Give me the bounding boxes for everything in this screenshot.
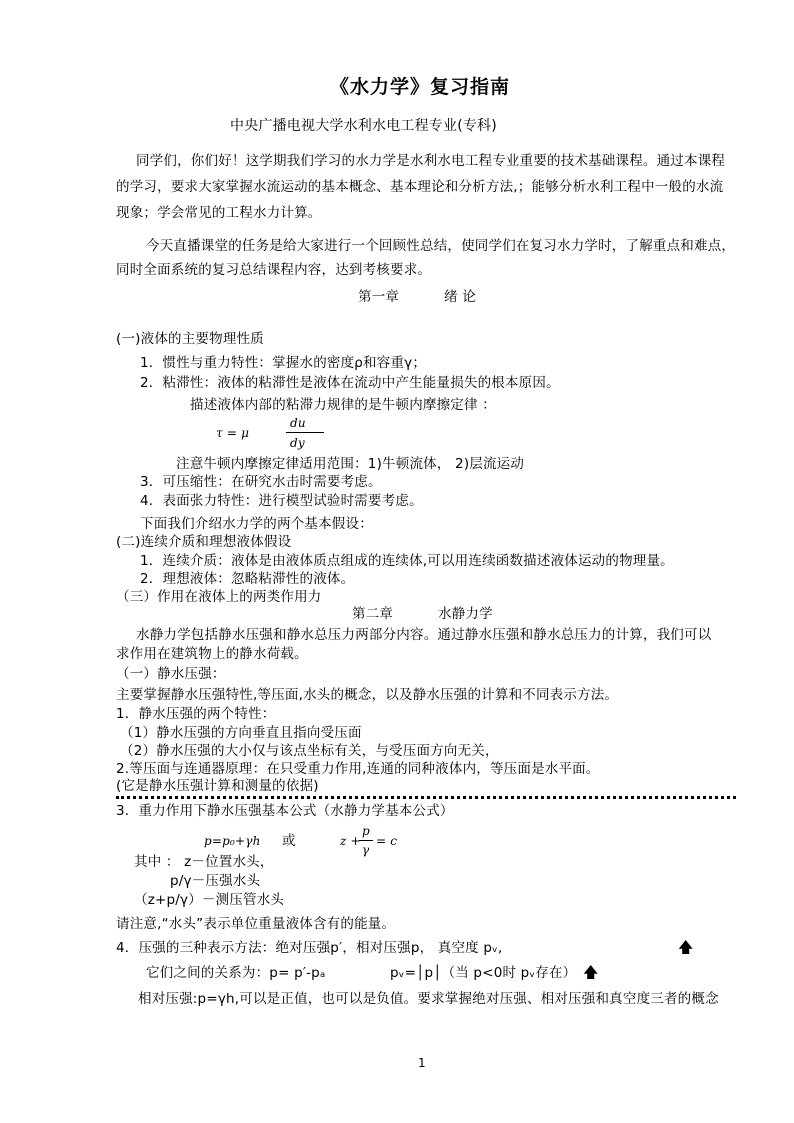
- chapter-2-title: 水静力学: [438, 606, 493, 622]
- intro-line: 同时全面系统的复习总结课程内容，达到考核要求。: [116, 262, 432, 278]
- intro-line: 同学们，你们好！这学期我们学习的水力学是水利水电工程专业重要的技术基础课程。通过本课程: [136, 153, 726, 169]
- list-item: （2）静水压强的大小仅与该点坐标有关，与受压面方向无关，: [120, 743, 499, 759]
- intro-line: 今天直播课堂的任务是给大家进行一个回顾性总结，使同学们在复习水力学时，了解重点和难点，: [146, 238, 736, 254]
- section-heading: (一)液体的主要物理性质: [116, 331, 264, 347]
- intro-line: 的学习，要求大家掌握水流运动的基本概念、基本理论和分析方法,；能够分析水利工程中一般的水流: [116, 179, 724, 195]
- list-item: 3．重力作用下静水压强基本公式（水静力学基本公式）: [116, 803, 454, 819]
- definition-line: p/γ－压强水头: [170, 873, 261, 889]
- formula-head-numerator: p: [362, 824, 370, 838]
- subtitle: 中央广播电视大学水利水电工程专业(专科): [230, 118, 497, 134]
- arrow-up-icon: 🡅: [678, 938, 694, 956]
- list-item: 1．静水压强的两个特性：: [116, 706, 276, 722]
- chapter-1-title: 绪 论: [444, 289, 476, 305]
- paragraph-line: 主要掌握静水压强特性,等压面,水头的概念，以及静水压强的计算和不同表示方法。: [116, 687, 619, 703]
- note-line: 请注意,“水头”表示单位重量液体含有的能量。: [116, 916, 396, 932]
- chapter-2-number: 第二章: [352, 606, 394, 622]
- intro-line: 现象；学会常见的工程水力计算。: [116, 205, 322, 221]
- list-item: 1．惯性与重力特性：掌握水的密度ρ和容重γ；: [140, 355, 427, 371]
- formula-head-denominator: γ: [362, 843, 370, 857]
- paragraph-line: 下面我们介绍水力学的两个基本假设：: [140, 516, 373, 532]
- formula-newton-numerator: du: [290, 416, 306, 430]
- relation-line: 它们之间的关系为：p= p′-pₐ: [146, 965, 326, 981]
- section-heading: (二)连续介质和理想液体假设: [116, 534, 292, 550]
- page-title: 《水力学》复习指南: [330, 76, 511, 98]
- formula-or: 或: [282, 833, 296, 849]
- list-item: 描述液体内部的粘滞力规律的是牛顿内摩擦定律 ：: [190, 397, 496, 413]
- definition-line: （z+p/γ）－测压管水头: [134, 892, 285, 908]
- list-item: 2.等压面与连通器原理：在只受重力作用,连通的同种液体内，等压面是水平面。: [116, 761, 600, 777]
- formula-newton-lhs: τ = μ: [216, 426, 250, 440]
- page-number: 1: [418, 1056, 426, 1070]
- formula-head-lhs: z +: [340, 834, 361, 848]
- list-item: 2．理想液体：忽略粘滞性的液体。: [140, 571, 355, 587]
- list-item: 4．表面张力特性：进行模型试验时需要考虑。: [140, 493, 423, 509]
- formula-hydrostatic: p=p₀+γh: [204, 834, 261, 848]
- list-item: 4．压强的三种表示方法：绝对压强p′，相对压强p， 真空度 pᵥ,: [116, 940, 503, 956]
- relation-line: pᵥ=│p│（当 p<0时 pᵥ存在）: [390, 965, 577, 981]
- paragraph-line: 求作用在建筑物上的静水荷载。: [116, 646, 308, 662]
- formula-fraction-bar: [286, 432, 324, 433]
- list-item: (它是静水压强计算和测量的依据): [116, 778, 319, 794]
- note-line: 注意牛顿内摩擦定律适用范围：1)牛顿流体， 2)层流运动: [176, 456, 525, 472]
- paragraph-line: 水静力学包括静水压强和静水总压力两部分内容。通过静水压强和静水总压力的计算，我们可以: [136, 627, 712, 643]
- definition-line: 其中 ： z－位置水头，: [134, 854, 274, 870]
- formula-head-rhs: = c: [376, 834, 398, 848]
- list-item: 3．可压缩性：在研究水击时需要考虑。: [140, 474, 382, 490]
- formula-newton-denominator: dy: [290, 436, 305, 450]
- list-item: （1）静水压强的方向垂直且指向受压面: [120, 725, 362, 741]
- chapter-1-number: 第一章: [358, 289, 400, 305]
- arrow-up-icon: 🡅: [583, 963, 599, 981]
- list-item: 2．粘滞性：液体的粘滞性是液体在流动中产生能量损失的根本原因。: [140, 375, 560, 391]
- section-heading: （三）作用在液体上的两类作用力: [116, 589, 322, 605]
- section-heading: （一）静水压强：: [116, 666, 226, 682]
- paragraph-line: 相对压强:p=γh,可以是正值，也可以是负值。要求掌握绝对压强、相对压强和真空度三者的概念: [138, 991, 719, 1007]
- list-item: 1．连续介质：液体是由液体质点组成的连续体,可以用连续函数描述液体运动的物理量。: [140, 553, 674, 569]
- dotted-divider: [116, 796, 736, 799]
